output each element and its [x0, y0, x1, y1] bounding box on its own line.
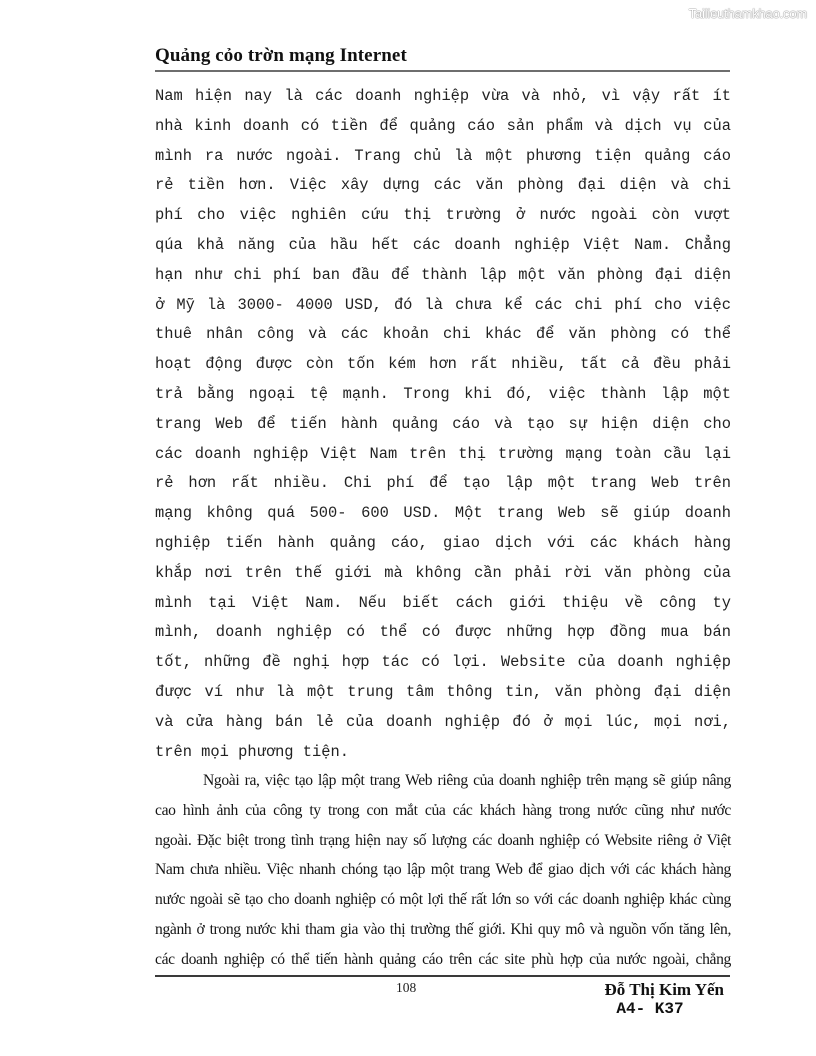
text-line: nước ngoài sẽ tạo cho doanh nghiệp có một lợi thế rất lớn so với các doanh nghiệp khác cùng	[155, 891, 731, 909]
text-line: mình tại Việt Nam. Nếu biết cách giới thiệu về công ty	[155, 593, 731, 612]
text-line: các doanh nghiệp có thể tiến hành quảng cáo trên các site phù hợp của nước ngoài, chẳng	[155, 950, 731, 968]
footer-divider	[155, 975, 730, 977]
text-line: cao hình ảnh của công ty trong con mắt của các khách hàng trong nước cũng như nước	[155, 801, 731, 819]
text-line: Nam hiện nay là các doanh nghiệp vừa và nhỏ, vì vậy rất ít	[155, 87, 731, 105]
watermark: Tailieuthamkhao.com	[688, 6, 807, 21]
text-line: hoạt động được còn tốn kém hơn rất nhiều, tất cả đều phải	[155, 355, 731, 374]
text-line: rẻ tiền hơn. Việc xây dựng các văn phòng đại diện và chi	[155, 176, 731, 195]
page-number: 108	[396, 980, 417, 995]
text-line: và cửa hàng bán lẻ của doanh nghiệp đó ở mọi lúc, mọi nơi,	[155, 712, 731, 731]
header-divider	[155, 70, 730, 72]
text-line: phí cho việc nghiên cứu thị trường ở nước ngoài còn vượt	[155, 206, 731, 225]
text-line: mình ra nước ngoài. Trang chủ là một phương tiện quảng cáo	[155, 146, 731, 165]
text-line: mình, doanh nghiệp có thể có được những hợp đồng mua bán	[155, 623, 731, 642]
text-line: mạng không quá 500- 600 USD. Một trang Web sẽ giúp doanh	[155, 504, 731, 523]
body-paragraph-serif	[155, 766, 731, 975]
page-header	[155, 44, 730, 72]
text-line: nhà kinh doanh có tiền để quảng cáo sản phẩm và dịch vụ của	[155, 116, 731, 135]
text-line: ngành ở trong nước khi tham gia vào thị trường thế giới. Khi quy mô và nguồn vốn tăng lên,	[155, 920, 731, 938]
text-line: ngoài. Đặc biệt trong tình trạng hiện nay số lượng các doanh nghiệp có Website riêng ở Việt	[155, 831, 731, 849]
text-line: các doanh nghiệp Việt Nam trên thị trường mạng toàn cầu lại	[155, 444, 731, 463]
text-line: rẻ hơn rất nhiều. Chi phí để tạo lập một trang Web trên	[155, 474, 731, 493]
author-class: A4- K37	[616, 1000, 684, 1018]
body-paragraph-monospace	[155, 82, 735, 767]
text-line: trang Web để tiến hành quảng cáo và tạo sự hiện diện cho	[155, 414, 731, 433]
text-line: hạn như chi phí ban đầu để thành lập một văn phòng đại diện	[155, 265, 731, 284]
text-line: trả bằng ngoại tệ mạnh. Trong khi đó, việc thành lập một	[155, 384, 731, 403]
author-name: Đỗ Thị Kim Yến	[604, 980, 724, 999]
text-line: qúa khả năng của hầu hết các doanh nghiệp Việt Nam. Chẳng	[155, 235, 731, 254]
text-line: ở Mỹ là 3000- 4000 USD, đó là chưa kể các chi phí cho việc	[155, 295, 731, 314]
text-line: Nam chưa nhiều. Việc nhanh chóng tạo lập một trang Web để giao dịch với các khách hàng	[155, 861, 731, 879]
text-line: nghiệp tiến hành quảng cáo, giao dịch với các khách hàng	[155, 533, 731, 552]
text-line: tốt, những đề nghị hợp tác có lợi. Website của doanh nghiệp	[155, 653, 731, 672]
text-line: Ngoài ra, việc tạo lập một trang Web riêng của doanh nghiệp trên mạng sẽ giúp nâng	[203, 772, 731, 789]
text-line: được ví như là một trung tâm thông tin, văn phòng đại diện	[155, 682, 731, 701]
text-line: thuê nhân công và các khoản chi khác để văn phòng có thể	[155, 325, 731, 344]
text-line: khắp nơi trên thế giới mà không cần phải rời văn phòng của	[155, 563, 731, 582]
page-title: Quảng cỏo trờn mạng Internet	[155, 45, 407, 66]
text-line: trên mọi phương tiện.	[155, 742, 349, 761]
